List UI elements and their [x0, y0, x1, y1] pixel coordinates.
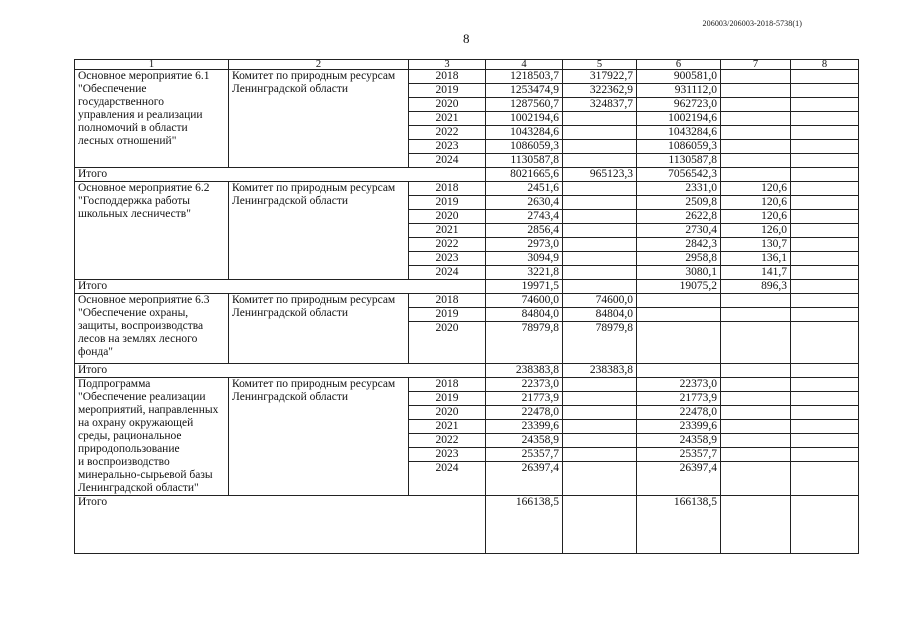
local-budget-cell — [721, 98, 791, 112]
total-other-sources-cell — [791, 364, 859, 378]
other-sources-cell — [791, 294, 859, 308]
program-name-line: Подпрограмма — [78, 378, 151, 390]
local-budget-cell — [721, 84, 791, 98]
program-name-line: "Господдержка работы — [78, 195, 190, 207]
local-budget-cell — [721, 294, 791, 308]
responsible-org-line: Ленинградской области — [232, 195, 349, 207]
local-budget-cell — [721, 462, 791, 496]
year-cell: 2024 — [409, 154, 486, 168]
total-amount-cell: 26397,4 — [486, 462, 563, 496]
other-sources-cell — [791, 140, 859, 154]
year-cell: 2018 — [409, 378, 486, 392]
local-budget-cell — [721, 140, 791, 154]
total-amount-cell: 78979,8 — [486, 322, 563, 364]
total-regional-budget-cell — [637, 364, 721, 378]
regional-budget-cell: 22373,0 — [637, 378, 721, 392]
total-label: Итого — [75, 496, 486, 554]
program-name-line: школьных лесничеств" — [78, 208, 191, 220]
federal-budget-cell — [563, 448, 637, 462]
local-budget-cell: 130,7 — [721, 238, 791, 252]
regional-budget-cell: 962723,0 — [637, 98, 721, 112]
regional-budget-cell: 24358,9 — [637, 434, 721, 448]
total-amount-cell: 21773,9 — [486, 392, 563, 406]
responsible-org-line: Комитет по природным ресурсам — [232, 378, 396, 390]
federal-budget-cell — [563, 378, 637, 392]
table-row — [75, 70, 859, 84]
year-cell: 2020 — [409, 210, 486, 224]
other-sources-cell — [791, 112, 859, 126]
header-row — [75, 60, 859, 70]
local-budget-cell — [721, 378, 791, 392]
year-cell: 2018 — [409, 294, 486, 308]
federal-budget-cell — [563, 462, 637, 496]
local-budget-cell — [721, 392, 791, 406]
responsible-org-line: Комитет по природным ресурсам — [232, 70, 396, 82]
local-budget-cell — [721, 420, 791, 434]
total-amount-cell: 3221,8 — [486, 266, 563, 280]
total-federal-budget-cell — [563, 280, 637, 294]
year-cell: 2020 — [409, 98, 486, 112]
federal-budget-cell — [563, 420, 637, 434]
regional-budget-cell: 2730,4 — [637, 224, 721, 238]
total-amount-cell: 23399,6 — [486, 420, 563, 434]
program-name-line: фонда" — [78, 346, 114, 358]
program-name-line: полномочий в области — [78, 122, 188, 134]
program-name — [75, 182, 229, 280]
local-budget-cell — [721, 126, 791, 140]
program-name-line: защиты, воспроизводства — [78, 320, 204, 332]
federal-budget-cell — [563, 154, 637, 168]
year-cell: 2024 — [409, 462, 486, 496]
other-sources-cell — [791, 406, 859, 420]
regional-budget-cell: 2958,8 — [637, 252, 721, 266]
other-sources-cell — [791, 238, 859, 252]
federal-budget-cell — [563, 196, 637, 210]
total-federal-budget-cell: 238383,8 — [563, 364, 637, 378]
other-sources-cell — [791, 98, 859, 112]
total-row — [75, 364, 859, 378]
program-name-line: природопользование — [78, 443, 180, 455]
regional-budget-cell: 931112,0 — [637, 84, 721, 98]
year-cell: 2019 — [409, 84, 486, 98]
total-row — [75, 168, 859, 182]
regional-budget-cell: 22478,0 — [637, 406, 721, 420]
local-budget-cell — [721, 434, 791, 448]
total-amount-cell: 2856,4 — [486, 224, 563, 238]
total-amount-cell: 2973,0 — [486, 238, 563, 252]
total-row — [75, 496, 859, 554]
year-cell: 2020 — [409, 322, 486, 364]
total-amount-cell: 1218503,7 — [486, 70, 563, 84]
federal-budget-cell — [563, 392, 637, 406]
regional-budget-cell: 21773,9 — [637, 392, 721, 406]
header-col-5: 5 — [563, 60, 637, 70]
federal-budget-cell: 78979,8 — [563, 322, 637, 364]
total-local-budget-cell — [721, 168, 791, 182]
federal-budget-cell: 74600,0 — [563, 294, 637, 308]
total-amount-cell: 2743,4 — [486, 210, 563, 224]
total-other-sources-cell — [791, 168, 859, 182]
regional-budget-cell: 2509,8 — [637, 196, 721, 210]
program-name-line: и воспроизводство — [78, 456, 170, 468]
federal-budget-cell — [563, 210, 637, 224]
regional-budget-cell: 900581,0 — [637, 70, 721, 84]
other-sources-cell — [791, 322, 859, 364]
program-name — [75, 378, 229, 496]
header-col-6: 6 — [637, 60, 721, 70]
responsible-org-line: Ленинградской области — [232, 391, 349, 403]
other-sources-cell — [791, 84, 859, 98]
other-sources-cell — [791, 448, 859, 462]
total-amount-cell: 1002194,6 — [486, 112, 563, 126]
other-sources-cell — [791, 182, 859, 196]
program-name-line: лесов на землях лесного — [78, 333, 198, 345]
federal-budget-cell — [563, 266, 637, 280]
table-row — [75, 294, 859, 308]
regional-budget-cell: 1086059,3 — [637, 140, 721, 154]
regional-budget-cell: 2622,8 — [637, 210, 721, 224]
local-budget-cell — [721, 448, 791, 462]
total-amount-cell: 2451,6 — [486, 182, 563, 196]
other-sources-cell — [791, 266, 859, 280]
year-cell: 2023 — [409, 140, 486, 154]
total-total-amount-cell: 8021665,6 — [486, 168, 563, 182]
other-sources-cell — [791, 70, 859, 84]
federal-budget-cell — [563, 406, 637, 420]
program-name-line: на охрану окружающей — [78, 417, 194, 429]
total-regional-budget-cell: 166138,5 — [637, 496, 721, 554]
regional-budget-cell: 23399,6 — [637, 420, 721, 434]
other-sources-cell — [791, 462, 859, 496]
total-amount-cell: 2630,4 — [486, 196, 563, 210]
total-amount-cell: 74600,0 — [486, 294, 563, 308]
year-cell: 2018 — [409, 70, 486, 84]
year-cell: 2022 — [409, 434, 486, 448]
other-sources-cell — [791, 224, 859, 238]
regional-budget-cell: 1043284,6 — [637, 126, 721, 140]
total-label: Итого — [75, 280, 486, 294]
total-amount-cell: 1287560,7 — [486, 98, 563, 112]
other-sources-cell — [791, 378, 859, 392]
regional-budget-cell: 3080,1 — [637, 266, 721, 280]
regional-budget-cell: 1002194,6 — [637, 112, 721, 126]
year-cell: 2021 — [409, 112, 486, 126]
year-cell: 2024 — [409, 266, 486, 280]
local-budget-cell: 136,1 — [721, 252, 791, 266]
total-amount-cell: 1130587,8 — [486, 154, 563, 168]
responsible-org-line: Ленинградской области — [232, 83, 349, 95]
program-name-line: управления и реализации — [78, 109, 203, 121]
year-cell: 2019 — [409, 392, 486, 406]
document-id: 206003/206003-2018-5738(1) — [702, 19, 802, 28]
total-amount-cell: 1043284,6 — [486, 126, 563, 140]
regional-budget-cell: 2331,0 — [637, 182, 721, 196]
total-total-amount-cell: 166138,5 — [486, 496, 563, 554]
header-col-3: 3 — [409, 60, 486, 70]
local-budget-cell: 120,6 — [721, 210, 791, 224]
table-row — [75, 378, 859, 392]
year-cell: 2023 — [409, 448, 486, 462]
federal-budget-cell: 324837,7 — [563, 98, 637, 112]
federal-budget-cell — [563, 252, 637, 266]
total-total-amount-cell: 238383,8 — [486, 364, 563, 378]
program-name-line: Основное мероприятие 6.1 — [78, 70, 210, 82]
responsible-org-line: Ленинградской области — [232, 307, 349, 319]
program-name-line: Ленинградской области" — [78, 482, 199, 494]
regional-budget-cell: 25357,7 — [637, 448, 721, 462]
other-sources-cell — [791, 196, 859, 210]
federal-budget-cell: 322362,9 — [563, 84, 637, 98]
other-sources-cell — [791, 210, 859, 224]
total-local-budget-cell — [721, 364, 791, 378]
responsible-org-line: Комитет по природным ресурсам — [232, 182, 396, 194]
total-amount-cell: 1086059,3 — [486, 140, 563, 154]
total-amount-cell: 22373,0 — [486, 378, 563, 392]
responsible-org-line: Комитет по природным ресурсам — [232, 294, 396, 306]
total-amount-cell: 84804,0 — [486, 308, 563, 322]
program-name-line: "Обеспечение реализации — [78, 391, 206, 403]
year-cell: 2019 — [409, 196, 486, 210]
local-budget-cell — [721, 112, 791, 126]
other-sources-cell — [791, 126, 859, 140]
responsible-org — [229, 70, 409, 168]
total-other-sources-cell — [791, 496, 859, 554]
federal-budget-cell — [563, 126, 637, 140]
header-col-2: 2 — [229, 60, 409, 70]
year-cell: 2022 — [409, 238, 486, 252]
federal-budget-cell — [563, 434, 637, 448]
year-cell: 2020 — [409, 406, 486, 420]
federal-budget-cell: 84804,0 — [563, 308, 637, 322]
total-row — [75, 280, 859, 294]
program-name-line: лесных отношений" — [78, 135, 177, 147]
other-sources-cell — [791, 252, 859, 266]
total-federal-budget-cell — [563, 496, 637, 554]
federal-budget-cell — [563, 112, 637, 126]
year-cell: 2021 — [409, 224, 486, 238]
program-name-line: минерально-сырьевой базы — [78, 469, 213, 481]
total-local-budget-cell — [721, 496, 791, 554]
program-name-line: мероприятий, направленных — [78, 404, 219, 416]
local-budget-cell — [721, 322, 791, 364]
regional-budget-cell — [637, 322, 721, 364]
total-amount-cell: 24358,9 — [486, 434, 563, 448]
header-col-4: 4 — [486, 60, 563, 70]
program-name-line: "Обеспечение — [78, 83, 147, 95]
total-federal-budget-cell: 965123,3 — [563, 168, 637, 182]
responsible-org — [229, 182, 409, 280]
program-name-line: "Обеспечение охраны, — [78, 307, 189, 319]
total-amount-cell: 1253474,9 — [486, 84, 563, 98]
local-budget-cell — [721, 406, 791, 420]
local-budget-cell: 120,6 — [721, 182, 791, 196]
local-budget-cell: 120,6 — [721, 196, 791, 210]
other-sources-cell — [791, 392, 859, 406]
total-label: Итого — [75, 364, 486, 378]
other-sources-cell — [791, 154, 859, 168]
local-budget-cell — [721, 154, 791, 168]
total-amount-cell: 22478,0 — [486, 406, 563, 420]
total-total-amount-cell: 19971,5 — [486, 280, 563, 294]
other-sources-cell — [791, 420, 859, 434]
program-name-line: среды, рациональное — [78, 430, 182, 442]
regional-budget-cell: 26397,4 — [637, 462, 721, 496]
federal-budget-cell: 317922,7 — [563, 70, 637, 84]
program-name-line: Основное мероприятие 6.3 — [78, 294, 210, 306]
total-regional-budget-cell: 7056542,3 — [637, 168, 721, 182]
header-col-8: 8 — [791, 60, 859, 70]
other-sources-cell — [791, 434, 859, 448]
year-cell: 2022 — [409, 126, 486, 140]
federal-budget-cell — [563, 224, 637, 238]
federal-budget-cell — [563, 140, 637, 154]
year-cell: 2023 — [409, 252, 486, 266]
total-label: Итого — [75, 168, 486, 182]
responsible-org — [229, 294, 409, 364]
regional-budget-cell — [637, 294, 721, 308]
program-name — [75, 294, 229, 364]
table-row — [75, 182, 859, 196]
regional-budget-cell: 2842,3 — [637, 238, 721, 252]
local-budget-cell — [721, 308, 791, 322]
year-cell: 2018 — [409, 182, 486, 196]
total-other-sources-cell — [791, 280, 859, 294]
program-name-line: государственного — [78, 96, 164, 108]
local-budget-cell: 141,7 — [721, 266, 791, 280]
responsible-org — [229, 378, 409, 496]
federal-budget-cell — [563, 238, 637, 252]
regional-budget-cell: 1130587,8 — [637, 154, 721, 168]
program-name — [75, 70, 229, 168]
year-cell: 2019 — [409, 308, 486, 322]
total-amount-cell: 3094,9 — [486, 252, 563, 266]
local-budget-cell: 126,0 — [721, 224, 791, 238]
funding-table — [74, 59, 859, 554]
regional-budget-cell — [637, 308, 721, 322]
header-col-7: 7 — [721, 60, 791, 70]
total-amount-cell: 25357,7 — [486, 448, 563, 462]
page-number: 8 — [463, 31, 470, 46]
other-sources-cell — [791, 308, 859, 322]
program-name-line: Основное мероприятие 6.2 — [78, 182, 210, 194]
federal-budget-cell — [563, 182, 637, 196]
total-regional-budget-cell: 19075,2 — [637, 280, 721, 294]
header-col-1: 1 — [75, 60, 229, 70]
total-local-budget-cell: 896,3 — [721, 280, 791, 294]
local-budget-cell — [721, 70, 791, 84]
year-cell: 2021 — [409, 420, 486, 434]
